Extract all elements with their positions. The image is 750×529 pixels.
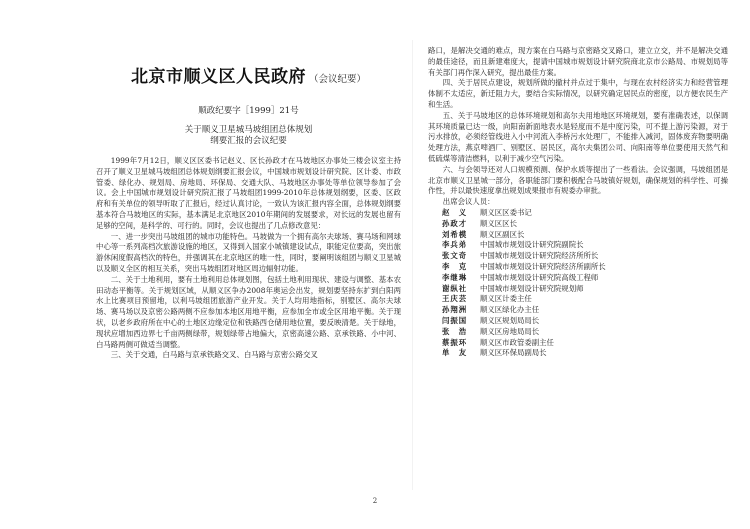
attendee-row <box>442 240 728 251</box>
attendee-title: 顺义区副区长 <box>480 229 525 239</box>
attendee-row <box>442 273 728 284</box>
paragraph-item-3: 三、关于交通，白马路与京承铁路交叉、白马路与京密公路交叉 <box>110 350 318 360</box>
attendee-row <box>442 316 728 327</box>
attendee-title: 顺义区区长 <box>480 218 517 228</box>
attendee-row <box>442 294 728 305</box>
page-number: 2 <box>372 497 378 505</box>
attendee-title: 中国城市规划设计研究院副院长 <box>480 240 584 250</box>
title-row <box>96 62 401 87</box>
attendee-title: 中国城市规划设计研究院高级工程师 <box>480 272 599 282</box>
attendee-title: 顺义区房地局局长 <box>480 326 540 336</box>
attendee-row <box>442 305 728 316</box>
attendee-title: 顺义区规划局局长 <box>480 315 540 325</box>
attendee-title: 中国城市规划设计研究院经济所所长 <box>480 251 599 261</box>
paragraph-item-4: 四、关于居民点建设，规划所做的撤村并点过于集中，与现在农村经济实力和经营管理体制不太适应，新迁阻力大，要结合实际情况，以研究确定居民点的密度，以方便农民生产和生活。 <box>428 78 728 109</box>
paragraph-item-1: 一、进一步突出马坡组团的城市功能特色。马坡做为一个拥有高尔夫球场、赛马场和网球中心等一系列高档次旅游设施的地区，又得到入国家小城镇建设试点，职能定位要高，突出旅游休闲度假高档次的特色，并强调其在北京地区的唯一性，同时，要阐明该组团与顺义卫星城以及顺义全区的相互关系，突出马坡组团对地区周边辐射功能。 <box>96 231 401 273</box>
attendees-label: 出席会议人员： <box>442 197 495 207</box>
subtitle-line-1: 关于顺义卫星城马坡组团总体规划 <box>184 125 313 135</box>
attendee-name: 孙政才 <box>442 218 468 228</box>
attendee-name: 闫振国 <box>442 315 468 325</box>
paragraph-item-3-continued: 路口，是解决交通的难点，现方案在白马路与京密路交叉路口，建立立交，并不是解决交通的最佳途径，而且新建难度大，提请中国城市规划设计研究院商北京市公路局、市规划局等有关部门再作深入研究，提出最佳方案。 <box>428 46 728 77</box>
attendee-title: 顺义区区委书记 <box>480 207 532 217</box>
page-fold-divider <box>412 40 413 490</box>
attendee-name: 单 友 <box>442 348 468 358</box>
attendee-title: 顺义区市政管委副主任 <box>480 337 554 347</box>
attendee-name: 蔡振环 <box>442 337 468 347</box>
left-body-text <box>96 156 401 361</box>
document-title-note: （会议纪要） <box>308 74 366 85</box>
attendee-name: 李继琳 <box>442 272 468 282</box>
document-number: 顺政纪要字［1999］21号 <box>198 106 299 116</box>
paragraph-item-5: 五、关于马坡地区的总体环境规划和高尔夫用地地区环境规划，要有准确表述，以保调其环境质量已达一级，向阳南新面地表水是轻度而不是中度污染，可不提上游污染源，对于污水排放，必须经管线进入小中河流入李桥污水处理厂，不能排入减河，固体废弃物要明确处理方法，燕京啤酒厂、别墅区、居民区，高尔夫集团公司、向阳南等单位要使用天然气和低硫煤等清洁燃料，以利于减少空气污染。 <box>428 110 728 163</box>
attendee-name: 李兵弟 <box>442 240 468 250</box>
attendee-row <box>442 338 728 349</box>
paragraph-item-2: 二、关于土地利用，要有土地利用总体规划图，包括土地利用现状、建设与调整、基本农田动态平衡等。关于规划区域，从顺义区争办2008年奥运会出发，规划要坚持东扩到白阳两水上比赛项目预留地，以利马坡组团旅游产业开发。关于人均用地指标，别墅区、高尔夫球场、赛马场以及京密公路两侧不应参加本地区用地平衡，应参加全市或全区用地平衡。关于现状，以老乡政府所在中心的土地区边缘定位和铁路西仓储用地位置，要反映清楚。关于绿地，现状应增加西边界七千亩两侧绿带，规划绿带占地偏大，京密高速公路、京承铁路、小中河、白马路两侧可做适当调整。 <box>96 274 401 349</box>
attendee-row <box>442 219 728 230</box>
attendee-row <box>442 262 728 273</box>
attendee-name: 赵 义 <box>442 207 468 217</box>
attendee-row <box>442 284 728 295</box>
attendee-row <box>442 230 728 241</box>
attendee-title: 顺义区绿化办主任 <box>480 305 540 315</box>
right-column <box>428 46 728 359</box>
attendee-name: 张文奇 <box>442 251 468 261</box>
document-title: 北京市顺义区人民政府 <box>130 67 306 87</box>
attendee-name: 李 克 <box>442 261 468 271</box>
attendee-name: 张 浩 <box>442 326 468 336</box>
attendee-title: 中国城市规划设计研究院经济所副所长 <box>480 261 606 271</box>
attendee-name: 孙翔洲 <box>442 305 468 315</box>
attendees-list <box>442 208 728 359</box>
attendee-title: 顺义区计委主任 <box>480 294 532 304</box>
attendee-name: 谢纵社 <box>442 283 468 293</box>
attendee-row <box>442 327 728 338</box>
attendee-row <box>442 348 728 359</box>
attendee-row <box>442 208 728 219</box>
document-subtitle <box>96 125 401 147</box>
attendee-title: 中国城市规划设计研究院规划师 <box>480 283 584 293</box>
paragraph-item-6: 六、与会领导还对人口规模预测、保护水质等提出了一些看法。会议强调，马坡组团是北京市顺义卫星城一部分，各职能部门要积极配合马坡镇好规划，确保规划的科学性、可操作性，并以最快速度拿出规划成果报市有规委办审批。 <box>428 164 728 196</box>
attendee-row <box>442 251 728 262</box>
attendee-name: 王庆芸 <box>442 294 468 304</box>
subtitle-line-2: 纲要汇报的会议纪要 <box>210 136 287 146</box>
attendee-name: 刘希模 <box>442 229 468 239</box>
attendee-title: 顺义区环保局副局长 <box>480 348 547 358</box>
paragraph-intro: 1999年7月12日，顺义区区委书记赵义、区长孙政才在马坡地区办事处三楼会议室主持召开了顺义卫星城马坡组团总体规划纲要汇报会议，中国城市规划设计研究院、区计委、市政管委、绿化办、规划局、房地局、环保局、交通大队、马坡地区办事处等单位领导参加了会议。会上中国城市规划设计研究院汇报了马坡组团1999-2010年总体规划纲要，区委、区政府和有关单位的领导听取了汇报后，经过认真讨论，一致认为该汇报内容全面，总体规划纲要基本符合马坡地区的实际，基本满足北京地区2010年期间的发展要求，对长远的发展也留有足够的空间，是科学的、可行的。同时，会议也提出了几点修改意见： <box>96 156 401 230</box>
